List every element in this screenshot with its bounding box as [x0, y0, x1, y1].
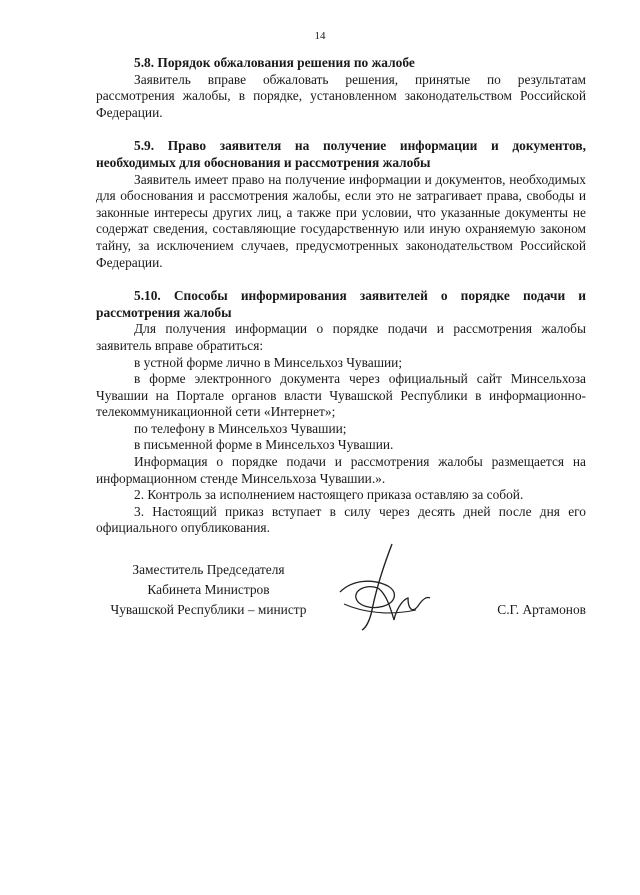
paragraph: Заявитель вправе обжаловать решения, принятые по результатам рассмотрения жалобы, в порядке, установленном законодательством Российской Федерации.	[96, 71, 586, 120]
paragraph: по телефону в Минсельхоз Чувашии;	[134, 420, 347, 436]
section-5-9	[96, 138, 586, 271]
section-heading: 5.10. Способы информирования заявителей о порядке подачи и рассмотрения жалобы	[96, 288, 586, 320]
paragraph: Заявитель имеет право на получение информации и документов, необходимых для обоснования и рассмотрения жалобы, если это не затрагивает права, свободы и законные интересы других лиц, а также при условии, что указанные документы не содержат сведения, составляющие государственную или иную охраняемую законом тайну, за исключением случаев, предусмотренных законодательством Российской Федерации.	[96, 171, 586, 270]
paragraph: Для получения информации о порядке подачи и рассмотрения жалобы заявитель вправе обратиться:	[96, 321, 586, 353]
signer-title-line: Чувашской Республики – министр	[110, 602, 307, 617]
section-5-8	[96, 55, 586, 121]
signer-name: С.Г. Артамонов	[497, 602, 586, 617]
page-number: 14	[314, 30, 326, 42]
signer-title-line: Заместитель Председателя	[132, 562, 285, 577]
paragraph: в форме электронного документа через официальный сайт Минсельхоза Чувашии на Портале органов власти Чувашской Республики в информационно-телекоммуникационной сети «Интернет»;	[96, 371, 586, 420]
document-body	[96, 55, 586, 554]
paragraph: 2. Контроль за исполнением настоящего приказа оставляю за собой.	[134, 487, 524, 503]
signature-block	[96, 560, 586, 640]
paragraph: в устной форме лично в Минсельхоз Чувашии;	[134, 354, 403, 370]
paragraph: Информация о порядке подачи и рассмотрения жалобы размещается на информационном стенде Минсельхоза Чувашии.».	[96, 454, 586, 486]
signer-title	[96, 560, 321, 620]
signer-title-line: Кабинета Министров	[147, 582, 270, 597]
section-heading: 5.9. Право заявителя на получение информации и документов, необходимых для обоснования и рассмотрения жалобы	[96, 138, 586, 170]
handwritten-signature	[332, 540, 442, 640]
section-heading: 5.8. Порядок обжалования решения по жалобе	[134, 55, 415, 70]
paragraph: 3. Настоящий приказ вступает в силу через десять дней после дня его официального опубликования.	[96, 503, 586, 536]
paragraph: в письменной форме в Минсельхоз Чувашии.	[134, 437, 394, 453]
section-5-10	[96, 288, 586, 537]
